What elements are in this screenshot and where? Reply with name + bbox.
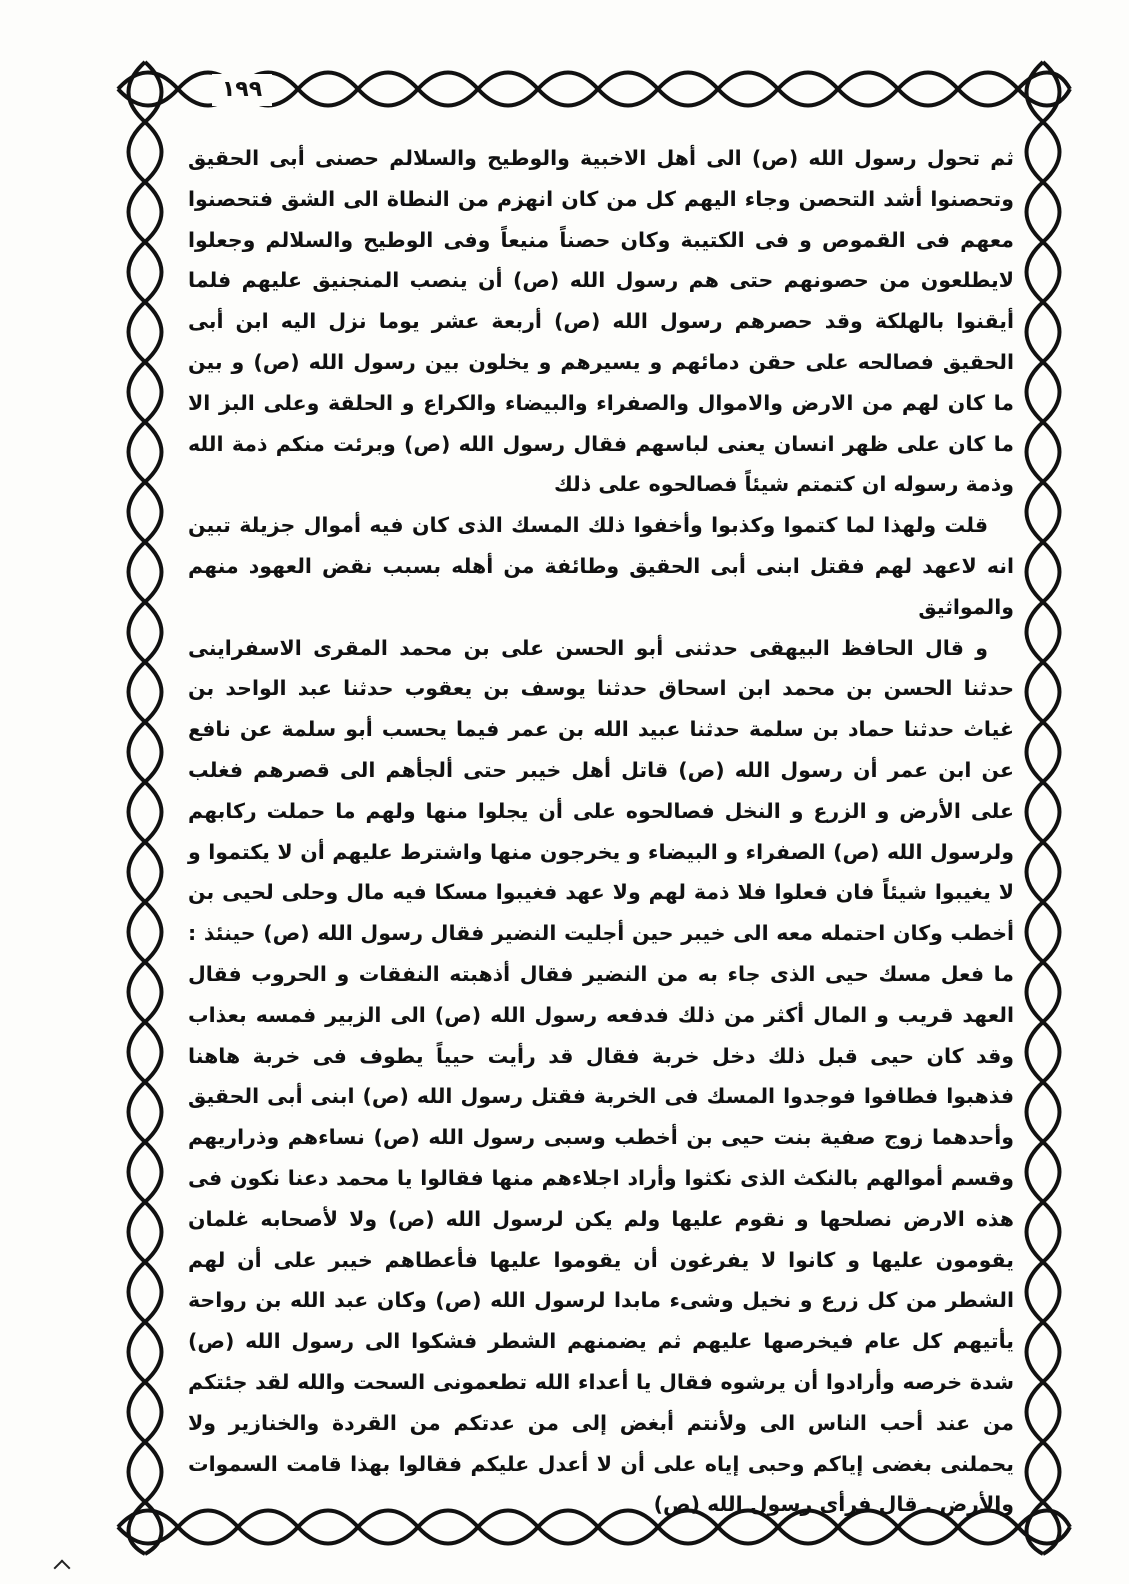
paragraph-3: و قال الحافظ البيهقى حدثنى أبو الحسن على بن محمد المقرى الاسفراينى حدثنا الحسن بن محمد ابن اسحاق حدثنا يوسف بن يعقوب حدثنا عبد الواحد بن غياث حدثنا حماد بن سلمة حدثنا عبيد الله بن عمر فيما يحسب أبو سلمة عن نافع عن ابن عمر أن رسول الله (ص) قاتل أهل خيبر حتى ألجأهم الى قصرهم فغلب على الأرض و الزرع و النخل فصالحوه على أن يجلوا منها ولهم ما حملت ركابهم ولرسول الله (ص) الصفراء و البيضاء و يخرجون منها واشترط عليهم أن لا يكتموا و لا يغيبوا شيئاً فان فعلوا فلا ذمة لهم ولا عهد فغيبوا مسكا فيه مال وحلى لحيى بن أخطب وكان احتمله معه الى خيبر حين أجليت النضير فقال رسول الله (ص) حينئذ : ما فعل مسك حيى الذى جاء به من النضير فقال أذهبته النفقات و الحروب فقال العهد قريب و المال أكثر من ذلك فدفعه رسول الله (ص) الى الزبير فمسه بعذاب وقد كان حيى قبل ذلك دخل خربة فقال قد رأيت حيياً يطوف فى خربة هاهنا فذهبوا فطافوا فوجدوا المسك فى الخربة فقتل رسول الله (ص) ابنى أبى الحقيق وأحدهما زوج صفية بنت حيى بن أخطب وسبى رسول الله (ص) نساءهم وذراريهم وقسم أموالهم بالنكث الذى نكثوا وأراد اجلاءهم منها فقالوا يا محمد دعنا نكون فى هذه الارض نصلحها و نقوم عليها ولم يكن لرسول الله (ص) ولا لأصحابه غلمان يقومون عليها و كانوا لا يفرغون أن يقوموا عليها فأعطاهم خيبر على أن لهم الشطر من كل زرع و نخيل وشىء مابدا لرسول الله (ص) وكان عبد الله بن رواحة يأتيهم كل عام فيخرصها عليهم ثم يضمنهم الشطر فشكوا الى رسول الله (ص) شدة خرصه وأرادوا أن يرشوه فقال يا أعداء الله تطعمونى السحت والله لقد جئتكم من عند أحب الناس الى ولأنتم أبغض إلى من عدتكم من القردة والخنازير ولا يحملنى بغضى إياكم وحبى إياه على أن لا أعدل عليكم فقالوا بهذا قامت السموات والأرض . قال فرأى رسول الله (ص) — [188, 635, 1014, 1517]
paragraph-2: قلت ولهذا لما كتموا وكذبوا وأخفوا ذلك المسك الذى كان فيه أموال جزيلة تبين انه لاعهد لهم فقتل ابنى أبى الحقيق وطائفة من أهله بسبب نقض العهود منهم والمواثيق — [188, 513, 1014, 619]
ornamental-border-right — [1016, 62, 1070, 1554]
body-text — [188, 138, 1014, 1517]
scan-corner-mark — [54, 1560, 71, 1577]
paragraph-1: ثم تحول رسول الله (ص) الى أهل الاخبية والوطيح والسلالم حصنى أبى الحقيق وتحصنوا أشد التحصن وجاء اليهم كل من كان انهزم من النطاة الى الشق فتحصنوا معهم فى القموص و فى الكتيبة وكان حصناً منيعاً وفى الوطيح والسلالم وجعلوا لايطلعون من حصونهم حتى هم رسول الله (ص) أن ينصب المنجنيق عليهم فلما أيقنوا بالهلكة وقد حصرهم رسول الله (ص) أربعة عشر يوما نزل اليه ابن أبى الحقيق فصالحه على حقن دمائهم و يسيرهم و يخلون بين رسول الله (ص) و بين ما كان لهم من الارض والاموال والصفراء والبيضاء والكراع و الحلقة وعلى البز الا ما كان على ظهر انسان يعنى لباسهم فقال رسول الله (ص) وبرئت منكم ذمة الله وذمة رسوله ان كتمتم شيئاً فصالحوه على ذلك — [188, 146, 1014, 497]
page-number: ١٩٩ — [212, 74, 272, 106]
ornamental-border-left — [118, 62, 172, 1554]
